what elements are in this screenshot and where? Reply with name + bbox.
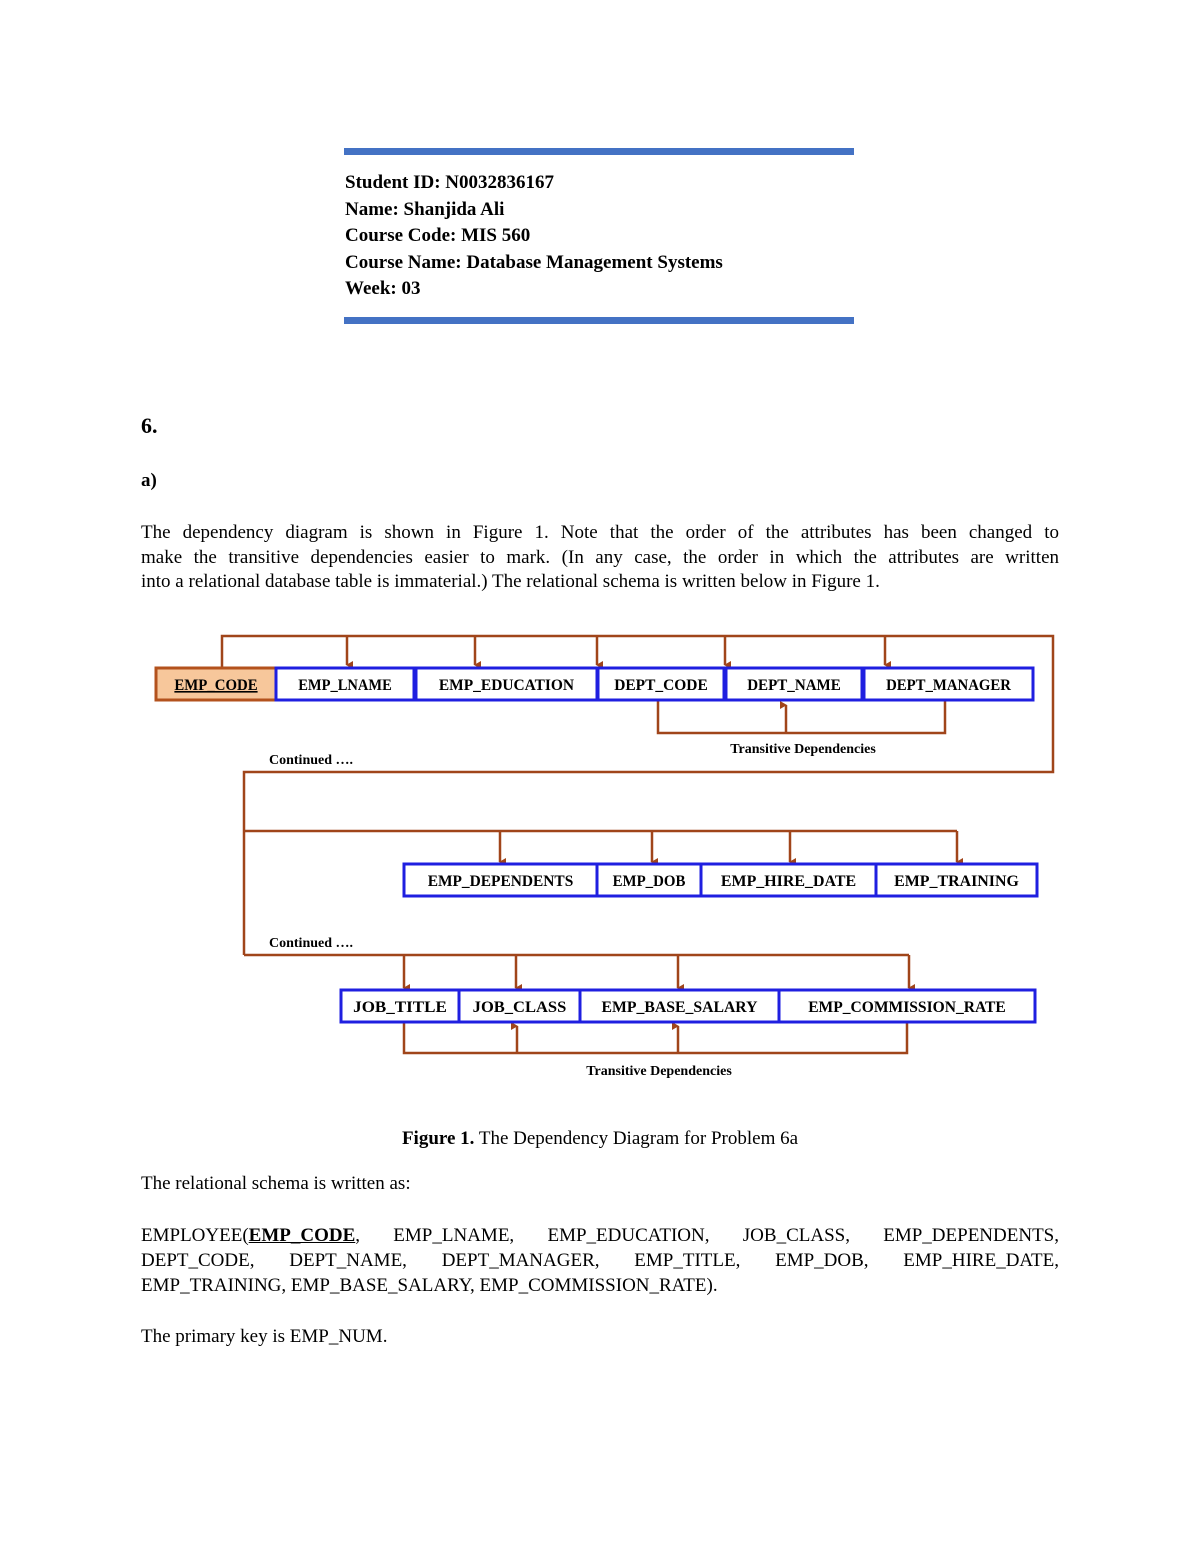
student-id: Student ID: N0032836167 bbox=[345, 172, 555, 193]
attribute-label: EMP_CODE bbox=[174, 677, 258, 694]
figure-caption bbox=[0, 1128, 1200, 1150]
attribute-label: EMP_TRAINING bbox=[894, 873, 1020, 890]
attribute-label: DEPT_NAME bbox=[747, 677, 841, 694]
attribute-label: EMP_DOB bbox=[612, 873, 686, 890]
continued-label: Continued …. bbox=[269, 753, 354, 768]
attribute-label: EMP_COMMISSION_RATE bbox=[808, 999, 1006, 1016]
student-name: Name: Shanjida Ali bbox=[345, 198, 505, 220]
transitive-label: Transitive Dependencies bbox=[730, 742, 876, 757]
schema-intro: The relational schema is written as: bbox=[141, 1173, 411, 1194]
schema-line1-rest: , EMP_LNAME, EMP_EDUCATION, JOB_CLASS, EMP_DEPENDENTS, bbox=[355, 1225, 1059, 1246]
attribute-box-emp-dob bbox=[597, 864, 701, 896]
transitive-bracket bbox=[404, 1022, 907, 1053]
question-part: a) bbox=[141, 470, 157, 491]
attribute-box-emp-education bbox=[416, 668, 597, 700]
attribute-box-emp-lname bbox=[276, 668, 414, 700]
intro-line: The dependency diagram is shown in Figure 1. Note that the order of the attributes has been changed to bbox=[141, 522, 1059, 543]
attribute-box-emp-dependents bbox=[404, 864, 597, 896]
attribute-box-dept-manager bbox=[864, 668, 1033, 700]
course-code: Course Code: MIS 560 bbox=[345, 225, 531, 246]
attribute-label: EMP_EDUCATION bbox=[438, 677, 575, 694]
attribute-label: EMP_DEPENDENTS bbox=[427, 873, 574, 890]
transitive-label: Transitive Dependencies bbox=[586, 1064, 732, 1079]
attribute-box-dept-name bbox=[726, 668, 862, 700]
course-name: Course Name: Database Management Systems bbox=[345, 251, 723, 273]
attribute-label: DEPT_MANAGER bbox=[886, 677, 1012, 694]
schema-line: EMP_TRAINING, EMP_BASE_SALARY, EMP_COMMISSION_RATE). bbox=[141, 1275, 718, 1296]
schema-pk: EMP_CODE bbox=[248, 1225, 356, 1246]
attribute-label: EMP_BASE_SALARY bbox=[601, 999, 758, 1016]
figure-caption-text: The Dependency Diagram for Problem 6a bbox=[474, 1128, 799, 1149]
intro-line: make the transitive dependencies easier to mark. (In any case, the order in which the attributes are written bbox=[141, 546, 1059, 568]
attribute-box-emp-base-salary bbox=[580, 990, 779, 1022]
intro-line: into a relational database table is immaterial.) The relational schema is written below in Figure 1. bbox=[141, 571, 880, 592]
schema-prefix: EMPLOYEE( bbox=[141, 1225, 249, 1246]
attribute-box-emp-hire-date bbox=[701, 864, 876, 896]
attribute-label: EMP_HIRE_DATE bbox=[720, 873, 857, 890]
figure-label: Figure 1. bbox=[401, 1128, 475, 1149]
attribute-label: EMP_LNAME bbox=[298, 677, 392, 694]
attribute-box-dept-code bbox=[598, 668, 724, 700]
week: Week: 03 bbox=[345, 278, 421, 299]
continued-label: Continued …. bbox=[269, 936, 354, 951]
attribute-box-emp-commission-rate bbox=[779, 990, 1035, 1022]
attribute-label: JOB_CLASS bbox=[472, 999, 567, 1016]
schema-line bbox=[141, 1223, 1059, 1248]
attribute-label: DEPT_CODE bbox=[614, 677, 708, 694]
attribute-box-emp-code bbox=[156, 668, 276, 700]
relational-schema bbox=[141, 1223, 1059, 1298]
schema-line: DEPT_CODE, DEPT_NAME, DEPT_MANAGER, EMP_TITLE, EMP_DOB, EMP_HIRE_DATE, bbox=[141, 1250, 1059, 1271]
attribute-box-job-class bbox=[459, 990, 580, 1022]
attribute-box-emp-training bbox=[876, 864, 1037, 896]
transitive-bracket bbox=[658, 701, 945, 733]
question-number: 6. bbox=[141, 413, 158, 438]
attribute-label: JOB_TITLE bbox=[353, 999, 447, 1016]
attribute-box-job-title bbox=[341, 990, 459, 1022]
primary-key-note: The primary key is EMP_NUM. bbox=[141, 1326, 388, 1347]
